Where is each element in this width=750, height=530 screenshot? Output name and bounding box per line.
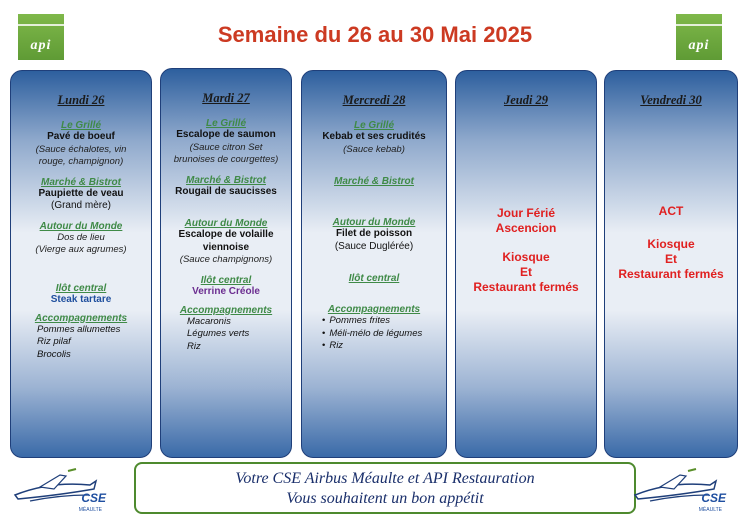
dish: Escalope de volaille <box>178 229 274 240</box>
closed-notice: Ascencion <box>495 221 557 235</box>
section-ilot-central: Ilôt central <box>348 273 400 284</box>
list-item: Riz pilaf <box>37 336 71 347</box>
day-card-monday <box>10 70 152 458</box>
section-accompagnements: Accompagnements <box>34 312 128 324</box>
list-item: Riz <box>187 340 201 352</box>
section-le-grille: Le Grillé <box>60 120 101 131</box>
closed-notice: Et <box>665 252 677 266</box>
day-title: Jeudi 29 <box>503 93 549 107</box>
closed-notice: Restaurant fermés <box>473 280 579 294</box>
day-title: Mercredi 28 <box>342 93 406 107</box>
dish: Rougail de saucisses <box>175 185 277 197</box>
dish-note: (Sauce champignons) <box>179 254 273 265</box>
sides-list <box>302 315 446 353</box>
dish: Paupiette de veau <box>38 187 124 199</box>
dish-note: (Sauce citron Set <box>189 141 263 153</box>
closed-notice: Kiosque <box>502 250 550 264</box>
dish-note: brunoises de courgettes) <box>173 154 279 165</box>
dish: Steak tartare <box>50 293 112 305</box>
dish: Escalope de saumon <box>176 129 276 140</box>
footer-line: Votre CSE Airbus Méaulte et API Restauration <box>235 470 535 487</box>
api-logo: api <box>676 14 722 60</box>
section-ilot-central: Ilôt central <box>55 282 107 294</box>
section-autour-du-monde: Autour du Monde <box>184 218 268 229</box>
list-item: Pommes allumettes <box>37 323 121 335</box>
dish: viennoise <box>202 241 250 253</box>
closed-notice: ACT <box>658 204 684 218</box>
list-item: • Méli-mélo de légumes <box>322 328 446 341</box>
section-le-grille: Le Grillé <box>353 120 394 131</box>
section-le-grille: Le Grillé <box>205 118 246 129</box>
day-card-thursday <box>455 70 597 458</box>
day-title: Lundi 26 <box>57 93 105 107</box>
list-item: Brocolis <box>37 348 71 360</box>
cse-logo <box>10 465 110 515</box>
dish: Kebab et ses crudités <box>322 131 426 142</box>
cse-subtitle: MÉAULTE <box>78 507 102 513</box>
dish-note: (Sauce Duglérée) <box>334 240 414 252</box>
footer-line: Vous souhaitent un bon appétit <box>286 490 484 507</box>
dish-note: (Grand mère) <box>50 200 111 211</box>
dish-note: rouge, champignon) <box>38 156 124 167</box>
list-item: • Riz <box>322 340 446 353</box>
closed-notice: Kiosque <box>647 237 695 251</box>
cse-subtitle: MÉAULTE <box>698 507 722 513</box>
footer-message <box>134 462 636 514</box>
section-autour-du-monde: Autour du Monde <box>332 217 416 228</box>
page-title: Semaine du 26 au 30 Mai 2025 <box>217 22 533 47</box>
section-accompagnements: Accompagnements <box>179 304 273 316</box>
section-accompagnements: Accompagnements <box>327 304 421 315</box>
day-card-wednesday <box>301 70 447 458</box>
section-autour-du-monde: Autour du Monde <box>39 220 123 232</box>
section-marche-bistrot: Marché & Bistrot <box>333 176 414 187</box>
list-item: Légumes verts <box>187 328 250 339</box>
cse-wordmark: CSE <box>81 491 106 505</box>
list-item: • Pommes frites <box>322 315 446 328</box>
day-card-friday <box>604 70 738 458</box>
dish-note: (Vierge aux agrumes) <box>35 244 127 255</box>
dish: Verrine Créole <box>192 285 260 297</box>
cse-wordmark: CSE <box>701 491 726 505</box>
section-marche-bistrot: Marché & Bistrot <box>185 174 266 186</box>
sides-list <box>161 316 291 354</box>
api-logo: api <box>18 14 64 60</box>
dish-note: (Sauce kebab) <box>343 143 405 155</box>
day-title: Vendredi 30 <box>640 93 702 107</box>
day-title: Mardi 27 <box>202 91 250 105</box>
dish: Filet de poisson <box>335 228 413 239</box>
dish: Pavé de boeuf <box>47 131 115 142</box>
section-ilot-central: Ilôt central <box>200 274 252 286</box>
closed-notice: Restaurant fermés <box>618 267 724 281</box>
dish: Dos de lieu <box>57 231 105 243</box>
cse-logo <box>630 465 730 515</box>
closed-notice: Jour Férié <box>496 206 556 220</box>
day-card-tuesday <box>160 68 292 458</box>
closed-notice: Et <box>520 265 532 279</box>
section-marche-bistrot: Marché & Bistrot <box>40 176 121 188</box>
list-item: Macaronis <box>187 315 231 327</box>
dish-note: (Sauce échalotes, vin <box>35 143 127 155</box>
sides-list <box>11 324 151 362</box>
